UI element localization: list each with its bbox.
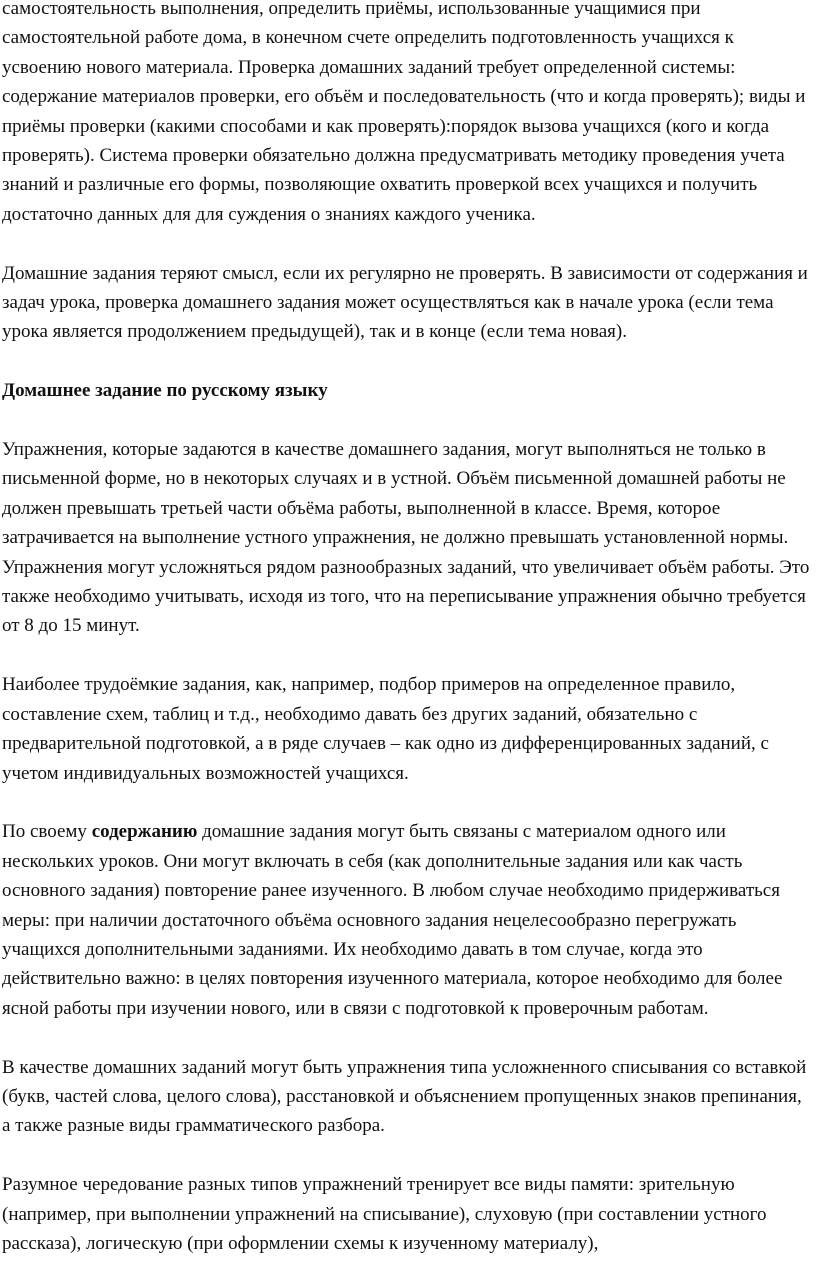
content-text-after: домашние задания могут быть связаны с материалом одного или нескольких уроков. Они могут включать в себя (как дополнительные задания или как часть основного задания) повторение ранее изученного. В любом случае необходимо придерживаться меры: при наличии достаточного объёма основного задания нецелесообразно перегружать учащихся дополнительными заданиями. Их необходимо давать в том случае, когда это действительно важно: в целях повторения изученного материала, которое необходимо для более ясной работы при изучении нового, или в связи с подготовкой к проверочным работам. (2, 821, 783, 1019)
paragraph-memory-training: Разумное чередование разных типов упражнений тренирует все виды памяти: зрительную (например, при выполнении упражнений на списывание), слуховую (при составлении устного рассказа), логическую (при оформлении схемы к изученному материалу), (2, 1174, 767, 1254)
paragraph-homework-check-timing: Домашние задания теряют смысл, если их регулярно не проверять. В зависимости от содержания и задач урока, проверка домашнего задания может осуществляться как в начале урока (если тема урока является продолжением предыдущей), так и в конце (если тема новая). (2, 262, 808, 343)
content-bold-term: содержанию (91, 821, 198, 843)
paragraph-exercise-types: В качестве домашних заданий могут быть упражнения типа усложненного списывания со вставкой (букв, частей слова, целого слова), расстановкой и объяснением пропущенных знаков препинания, а также разные виды грамматического разбора. (2, 1056, 807, 1137)
content-text-before: По своему (2, 821, 92, 843)
section-heading-russian-homework: Домашнее задание по русскому языку (2, 380, 328, 402)
paragraph-homework-check-system: самостоятельность выполнения, определить приёмы, использованные учащимися при самостоятельной работе дома, в конечном счете определить подготовленность учащихся к усвоению нового материала. Проверка домашних заданий требует определенной системы: содержание материалов проверки, его объём и последовательность (что и когда проверять); виды и приёмы проверки (какими способами и как проверять):порядок вызова учащихся (кого и когда проверять). Система проверки обязательно должна предусматривать методику проведения учета знаний и различные его формы, позволяющие охватить проверкой всех учащихся и получить достаточно данных для для суждения о знаниях каждого ученика. (2, 0, 806, 225)
paragraph-exercises-volume: Упражнения, которые задаются в качестве домашнего задания, могут выполняться не только в письменной форме, но в некоторых случаях и в устной. Объём письменной домашней работы не должен превышать третьей части объёма работы, выполненной в классе. Время, которое затрачивается на выполнение устного упражнения, не должно превышать установленной нормы. Упражнения могут усложняться рядом разнообразных заданий, что увеличивает объём работы. Это также необходимо учитывать, исходя из того, что на переписывание упражнения обычно требуется от 8 до 15 минут. (2, 439, 810, 637)
paragraph-homework-content (2, 817, 814, 1023)
paragraph-laborious-tasks: Наиболее трудоёмкие задания, как, например, подбор примеров на определенное правило, составление схем, таблиц и т.д., необходимо давать без других заданий, обязательно с предварительной подготовкой, а в ряде случаев – как одно из дифференцированных заданий, с учетом индивидуальных возможностей учащихся. (2, 674, 769, 784)
